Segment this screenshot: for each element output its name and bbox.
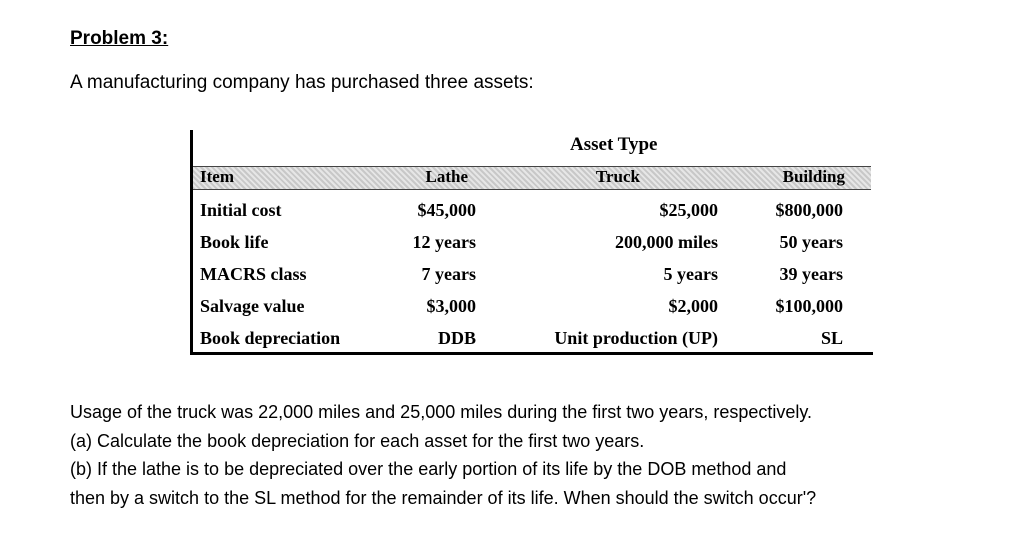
table-header-band <box>193 166 871 190</box>
row-book-depreciation-truck: Unit production (UP) <box>554 328 718 348</box>
header-lathe: Lathe <box>425 167 468 186</box>
row-initial-cost-building: $800,000 <box>775 200 843 220</box>
header-truck: Truck <box>595 167 640 186</box>
row-initial-cost-lathe: $45,000 <box>417 200 476 220</box>
header-building: Building <box>782 167 845 186</box>
row-book-life-lathe: 12 years <box>412 232 476 252</box>
table-bottom-border <box>190 352 873 355</box>
row-book-life-truck: 200,000 miles <box>615 232 718 252</box>
row-salvage-value-lathe: $3,000 <box>426 296 476 316</box>
usage-statement: Usage of the truck was 22,000 miles and 25,000 miles during the first two years, respectively. <box>70 402 813 422</box>
question-part-b-line2: then by a switch to the SL method for the remainder of its life. When should the switch occur'? <box>70 487 817 508</box>
row-macrs-class-lathe: 7 years <box>421 264 476 284</box>
table-caption: Asset Type <box>570 134 658 155</box>
row-book-life-label: Book life <box>200 232 269 252</box>
question-part-a: (a) Calculate the book depreciation for each asset for the first two years. <box>70 430 645 451</box>
problem-title: Problem 3: <box>70 28 169 49</box>
row-macrs-class-truck: 5 years <box>663 264 718 284</box>
row-book-depreciation-label: Book depreciation <box>200 328 341 348</box>
row-book-life-building: 50 years <box>779 232 843 252</box>
row-salvage-value-building: $100,000 <box>775 296 843 316</box>
problem-intro: A manufacturing company has purchased three assets: <box>70 72 534 93</box>
table-left-border <box>190 130 193 352</box>
row-macrs-class-label: MACRS class <box>200 264 307 284</box>
header-item: Item <box>200 167 234 186</box>
row-book-depreciation-lathe: DDB <box>437 328 476 348</box>
asset-table <box>190 130 873 356</box>
row-initial-cost-truck: $25,000 <box>659 200 718 220</box>
row-salvage-value-truck: $2,000 <box>668 296 718 316</box>
question-part-b-line1: (b) If the lathe is to be depreciated over the early portion of its life by the DOB method and <box>70 459 787 479</box>
row-salvage-value-label: Salvage value <box>200 296 305 316</box>
question-text <box>70 398 1010 512</box>
row-book-depreciation-building: SL <box>820 328 843 348</box>
row-macrs-class-building: 39 years <box>779 264 843 284</box>
row-initial-cost-label: Initial cost <box>200 200 282 220</box>
